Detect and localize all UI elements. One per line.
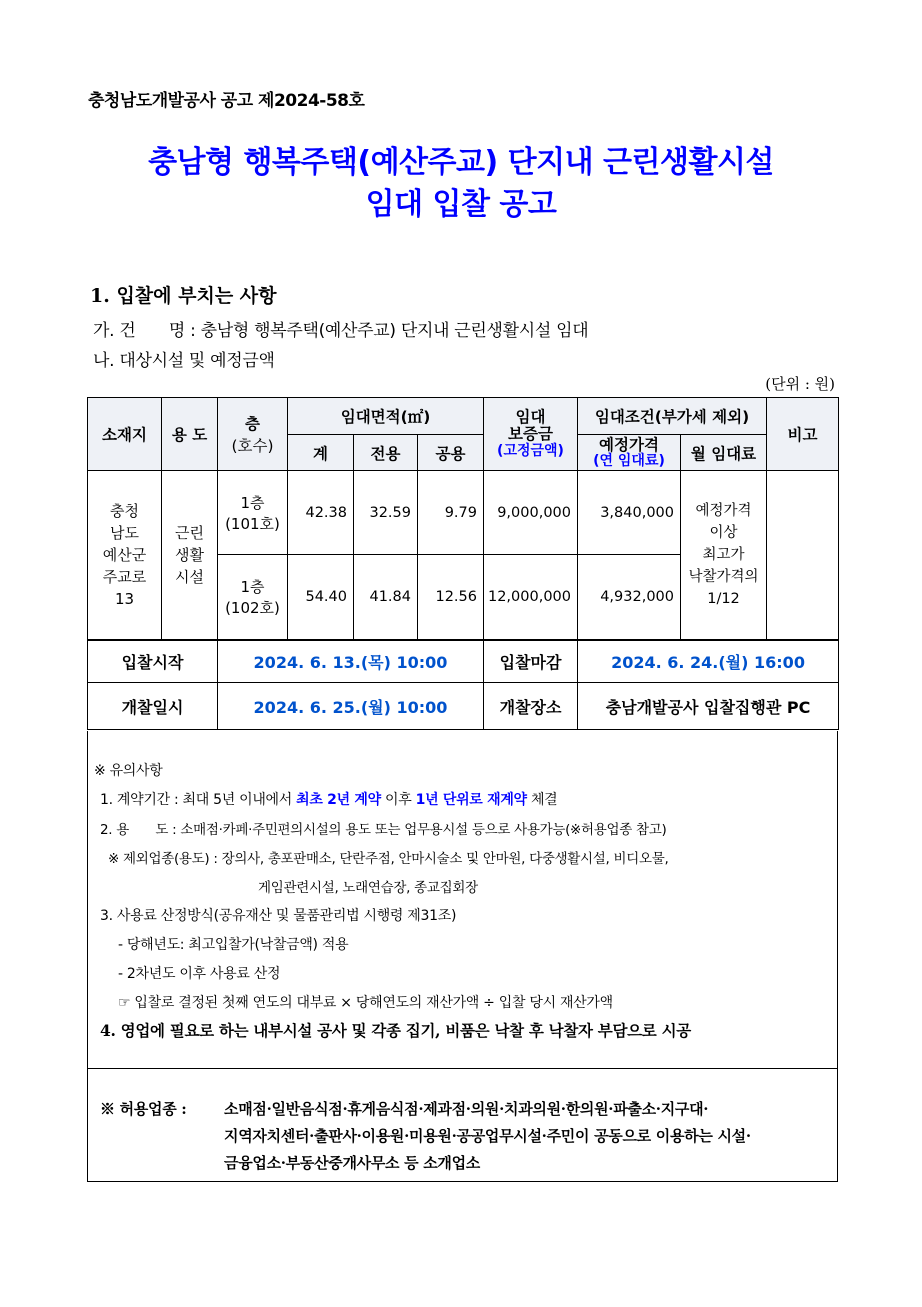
area-total-cell: 54.40 bbox=[288, 555, 354, 640]
header-area-total: 계 bbox=[288, 435, 354, 471]
schedule-row bbox=[88, 640, 839, 683]
floor-cell bbox=[218, 555, 288, 640]
remarks-cell bbox=[767, 471, 839, 640]
note-2-exclusions-cont: 게임관련시설, 노래연습장, 종교집회장 bbox=[258, 880, 478, 896]
header-deposit-sub: (고정금액) bbox=[497, 442, 564, 459]
bid-start-label: 입찰시작 bbox=[88, 640, 218, 683]
place-label: 개찰장소 bbox=[484, 683, 578, 730]
bid-end-label: 입찰마감 bbox=[484, 640, 578, 683]
area-common-cell: 12.56 bbox=[418, 555, 484, 640]
note-2: 2. 용 도 : 소매점·카페·주민편의시설의 용도 또는 업무용시설 등으로 사용가능(※허용업종 참고) bbox=[100, 822, 667, 838]
header-deposit bbox=[484, 398, 578, 471]
table-row bbox=[88, 471, 839, 555]
note-2-exclusions: ※ 제외업종(용도) : 장의사, 총포판매소, 단란주점, 안마시술소 및 안마원, 다중생활시설, 비디오물, bbox=[108, 851, 669, 867]
note-1-text-c: 이후 bbox=[380, 792, 416, 808]
header-floor bbox=[218, 398, 288, 471]
note-1-highlight-a: 최초 2년 계약 bbox=[296, 792, 381, 808]
area-exclusive-cell: 41.84 bbox=[354, 555, 418, 640]
note-1-text-e: 체결 bbox=[526, 792, 558, 808]
unit-value: (101호) bbox=[225, 514, 280, 533]
notes-divider bbox=[88, 1068, 837, 1069]
note-4: 4. 영업에 필요로 하는 내부시설 공사 및 각종 집기, 비품은 낙찰 후 낙찰자 부담으로 시공 bbox=[100, 1021, 691, 1040]
floor-value: 1층 bbox=[240, 577, 265, 596]
header-est-price-label: 예정가격 bbox=[599, 435, 659, 454]
title-line-1: 충남형 행복주택(예산주교) 단지내 근린생활시설 bbox=[148, 145, 774, 180]
header-est-price bbox=[578, 435, 681, 471]
opening-value: 2024. 6. 25.(월) 10:00 bbox=[218, 683, 484, 730]
item-name-line: 가. 건 명 : 충남형 행복주택(예산주교) 단지내 근린생활시설 임대 bbox=[93, 321, 589, 341]
header-area-common: 공용 bbox=[418, 435, 484, 471]
notes-box bbox=[87, 731, 838, 1182]
facility-table bbox=[87, 397, 839, 730]
bid-start-value: 2024. 6. 13.(목) 10:00 bbox=[218, 640, 484, 683]
title-line-2: 임대 입찰 공고 bbox=[365, 187, 557, 222]
place-value: 충남개발공사 입찰집행관 PC bbox=[578, 683, 839, 730]
header-floor-sub: (호수) bbox=[231, 437, 274, 455]
header-conditions: 임대조건(부가세 제외) bbox=[578, 398, 767, 435]
floor-cell bbox=[218, 471, 288, 555]
note-3-c: ☞ 입찰로 결정된 첫째 연도의 대부료 × 당해연도의 재산가액 ÷ 입찰 당시 재산가액 bbox=[118, 995, 613, 1011]
area-total-cell: 42.38 bbox=[288, 471, 354, 555]
deposit-cell: 12,000,000 bbox=[484, 555, 578, 640]
allowed-line-1: 소매점·일반음식점·휴게음식점·제과점·의원·치과의원·한의원·파출소·지구대· bbox=[224, 1100, 709, 1118]
unit-value: (102호) bbox=[225, 598, 280, 617]
area-common-cell: 9.79 bbox=[418, 471, 484, 555]
location-cell: 충청 남도 예산군 주교로 13 bbox=[88, 471, 162, 640]
note-3: 3. 사용료 산정방식(공유재산 및 물품관리법 시행령 제31조) bbox=[100, 908, 457, 924]
est-price-cell: 3,840,000 bbox=[578, 471, 681, 555]
notes-heading: ※ 유의사항 bbox=[94, 763, 163, 779]
unit-label: (단위 : 원) bbox=[765, 375, 835, 393]
allowed-label: ※ 허용업종 : bbox=[100, 1100, 187, 1118]
note-3-b: - 2차년도 이후 사용료 산정 bbox=[118, 966, 281, 982]
page-title bbox=[0, 142, 922, 226]
bid-end-value: 2024. 6. 24.(월) 16:00 bbox=[578, 640, 839, 683]
opening-label: 개찰일시 bbox=[88, 683, 218, 730]
header-remarks: 비고 bbox=[767, 398, 839, 471]
use-cell: 근린 생활 시설 bbox=[162, 471, 218, 640]
note-3-a: - 당해년도: 최고입찰가(낙찰금액) 적용 bbox=[118, 937, 349, 953]
deposit-cell: 9,000,000 bbox=[484, 471, 578, 555]
note-1 bbox=[100, 789, 557, 809]
header-monthly-rent: 월 임대료 bbox=[681, 435, 767, 471]
header-est-price-sub: (연 임대료) bbox=[593, 452, 665, 469]
header-deposit-label: 임대 보증금 bbox=[508, 407, 553, 443]
section-1-heading: 1. 입찰에 부치는 사항 bbox=[90, 285, 277, 307]
schedule-row bbox=[88, 683, 839, 730]
header-location: 소재지 bbox=[88, 398, 162, 471]
target-facility-line: 나. 대상시설 및 예정금액 bbox=[93, 351, 275, 371]
allowed-line-3: 금융업소·부동산중개사무소 등 소개업소 bbox=[224, 1154, 480, 1172]
header-use: 용 도 bbox=[162, 398, 218, 471]
header-area: 임대면적(㎡) bbox=[288, 398, 484, 435]
area-exclusive-cell: 32.59 bbox=[354, 471, 418, 555]
monthly-rent-cell: 예정가격 이상 최고가 낙찰가격의 1/12 bbox=[681, 471, 767, 640]
note-1-text-a: 1. 계약기간 : 최대 5년 이내에서 bbox=[100, 792, 297, 808]
note-1-highlight-b: 1년 단위로 재계약 bbox=[415, 792, 527, 808]
floor-value: 1층 bbox=[240, 493, 265, 512]
allowed-line-2: 지역자치센터·출판사·이용원·미용원·공공업무시설·주민이 공동으로 이용하는 시설· bbox=[224, 1127, 751, 1145]
header-floor-label: 층 bbox=[245, 415, 260, 433]
est-price-cell: 4,932,000 bbox=[578, 555, 681, 640]
notice-number: 충청남도개발공사 공고 제2024-58호 bbox=[88, 91, 365, 111]
header-area-exclusive: 전용 bbox=[354, 435, 418, 471]
